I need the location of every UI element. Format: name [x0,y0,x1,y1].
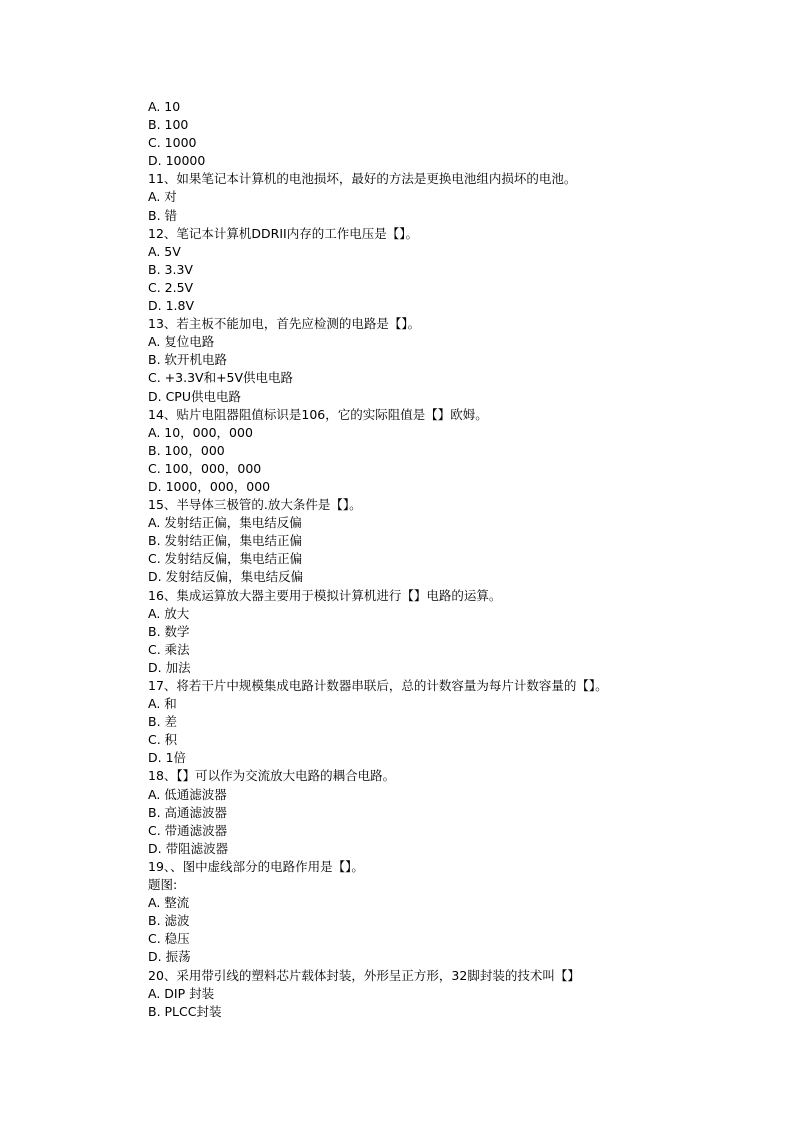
option-line: A. 复位电路 [148,334,215,350]
option-line: D. 振荡 [148,949,191,965]
figure-label: 题图: [148,877,178,893]
question-line: 17、将若干片中规模集成电路计数器串联后，总的计数容量为每片计数容量的【】。 [148,678,608,693]
option-line: D. 10000 [148,153,206,169]
option-line: B. 发射结正偏，集电结正偏 [148,533,303,549]
option-line: D. 1.8V [148,298,195,314]
option-line: B. 100 [148,117,189,133]
option-line: D. 1倍 [148,750,187,766]
option-line: A. 放大 [148,605,190,621]
option-line: B. 100，000 [148,442,225,458]
option-line: B. 数学 [148,623,190,639]
option-line: B. 软开机电路 [148,352,228,368]
question-line: 19、、图中虚线部分的电路作用是【】。 [148,858,364,874]
option-line: B. 3.3V [148,261,193,277]
option-line: B. 差 [148,714,178,730]
option-line: D. CPU供电电路 [148,388,241,404]
option-line: A. 5V [148,243,181,259]
option-line: B. 滤波 [148,913,190,929]
option-line: A. 对 [148,189,177,205]
option-line: C. 稳压 [148,931,190,947]
option-line: A. 低通滤波器 [148,786,227,802]
question-line: 12、笔记本计算机DDRII内存的工作电压是【】。 [148,225,418,241]
question-line: 14、贴片电阻器阻值标识是106，它的实际阻值是【】欧姆。 [148,406,488,422]
option-line: A. 10 [148,99,181,114]
option-line: C. 2.5V [148,279,194,295]
option-line: A. 10，000，000 [148,424,253,440]
question-line: 13、若主板不能加电，首先应检测的电路是【】。 [148,316,421,332]
option-line: C. 1000 [148,135,197,151]
option-line: C. 带通滤波器 [148,822,228,838]
option-line: D. 1000，000，000 [148,478,271,494]
option-line: C. 积 [148,732,178,748]
option-line: A. DIP 封装 [148,985,215,1001]
question-line: 11、如果笔记本计算机的电池损坏，最好的方法是更换电池组内损坏的电池。 [148,171,577,187]
option-line: C. 发射结反偏，集电结正偏 [148,551,303,567]
option-line: D. 加法 [148,659,191,675]
option-line: A. 整流 [148,895,190,911]
question-line: 20、采用带引线的塑料芯片载体封装，外形呈正方形，32脚封装的技术叫【】 [148,967,580,983]
option-line: D. 发射结反偏，集电结反偏 [148,569,304,585]
document-page [148,98,768,1021]
question-line: 15、半导体三极管的.放大条件是【】。 [148,497,362,513]
option-line: B. PLCC封装 [148,1003,222,1019]
option-line: B. 错 [148,207,178,223]
option-line: D. 带阻滤波器 [148,840,229,856]
option-line: C. 100，000，000 [148,460,262,476]
question-line: 16、集成运算放大器主要用于模拟计算机进行【】电路的运算。 [148,587,502,603]
option-line: A. 和 [148,696,177,712]
option-line: B. 高通滤波器 [148,804,228,820]
question-line: 18、【】可以作为交流放大电路的耦合电路。 [148,768,396,784]
option-line: C. 乘法 [148,641,190,657]
option-line: C. +3.3V和+5V供电电路 [148,370,294,386]
option-line: A. 发射结正偏，集电结反偏 [148,515,302,531]
